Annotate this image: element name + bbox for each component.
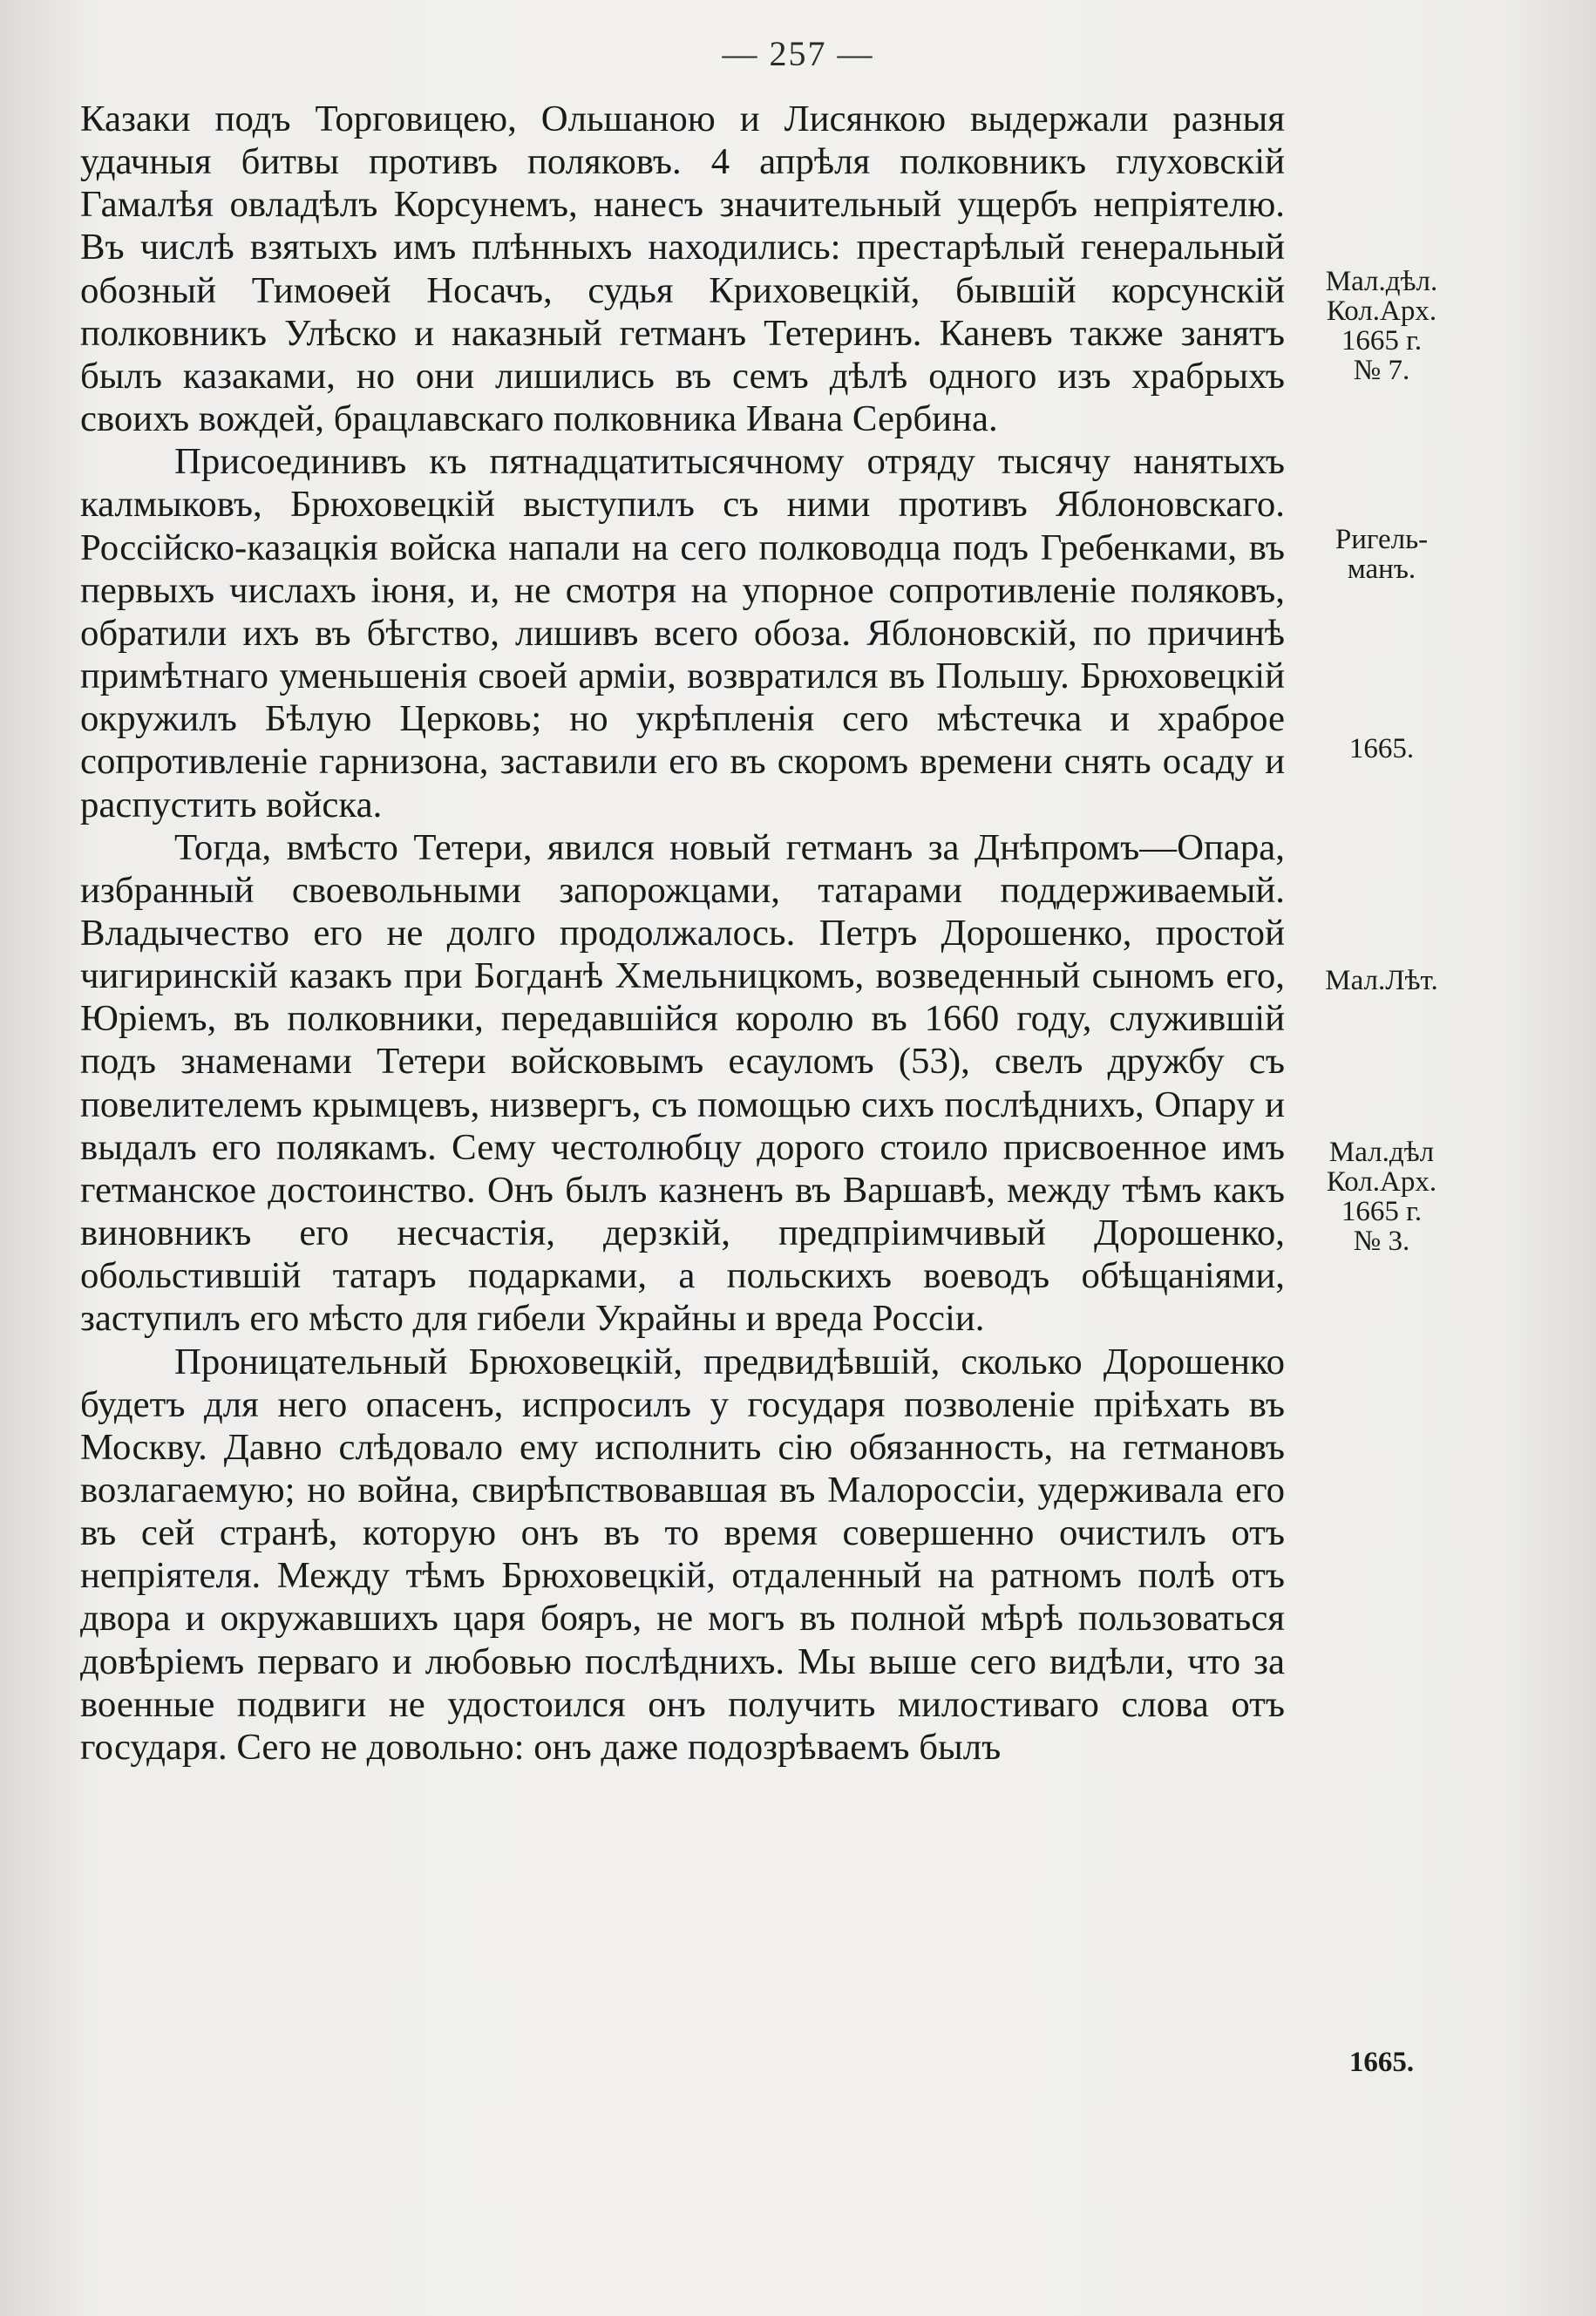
margin-note-rigelman	[1290, 525, 1473, 584]
margin-note-line: № 7.	[1353, 355, 1410, 386]
page-body	[80, 98, 1285, 1769]
margin-note-chronicle	[1290, 966, 1473, 995]
margin-note-line: манъ.	[1347, 554, 1416, 585]
margin-note-line: Мал.Лѣт.	[1325, 965, 1438, 996]
paragraph-4: Проницательный Брюховецкій, предвидѣвшій, сколько Дорошенко будетъ для него опасенъ, испросилъ у государя позволеніе пріѣхать въ Москву. Давно слѣдовало ему исполнить сію обязанность, на гетмановъ возлагаемую; но война, свирѣпствовавшая въ Малороссіи, удерживала его въ сей странѣ, которую онъ въ то время совершенно очистилъ отъ непріятеля. Между тѣмъ Брюховецкій, отдаленный на ратномъ полѣ отъ двора и окружавшихъ царя бояръ, не могъ въ полной мѣрѣ пользоваться довѣріемъ перваго и любовью послѣднихъ. Мы выше сего видѣли, что за военные подвиги не удостоился онъ получить милостиваго слова отъ государя. Сего не довольно: онъ даже подозрѣваемъ былъ	[80, 1341, 1285, 1768]
margin-note-line: № 3.	[1353, 1226, 1410, 1257]
margin-note-line: Мал.дѣл	[1328, 1137, 1435, 1168]
paragraph-3: Тогда, вмѣсто Тетери, явился новый гетманъ за Днѣпромъ—Опара, избранный своевольными запорожцами, татарами поддерживаемый. Владычество его не долго продолжалось. Петръ Дорошенко, простой чигиринскій казакъ при Богданѣ Хмельницкомъ, возведенный сыномъ его, Юріемъ, въ полковники, передавшійся королю въ 1660 году, служившій подъ знаменами Тетери войсковымъ есауломъ (53), свелъ дружбу съ повелителемъ крымцевъ, низвергъ, съ помощью сихъ послѣднихъ, Опару и выдалъ его полякамъ. Сему честолюбцу дорого стоило присвоенное имъ гетманское достоинство. Онъ былъ казненъ въ Варшавѣ, между тѣмъ какъ виновникъ его несчастія, дерзкій, предпріимчивый Дорошенко, обольстившій татаръ подарками, а польскихъ воеводъ обѣщаніями, заступилъ его мѣсто для гибели Украйны и вреда Россіи.	[80, 826, 1285, 1340]
margin-note-line: 1665 г.	[1341, 1196, 1423, 1227]
margin-note-line: Кол.Арх.	[1326, 295, 1437, 327]
margin-note-year-1	[1290, 734, 1473, 764]
margin-note-line: Ригель-	[1335, 524, 1429, 555]
paragraph-1: Казаки подъ Торговицею, Ольшаною и Лисянкою выдержали разныя удачныя битвы противъ поляковъ. 4 апрѣля полковникъ глуховскій Гамалѣя овладѣлъ Корсунемъ, нанесъ значительный ущербъ непріятелю. Въ числѣ взятыхъ имъ плѣнныхъ находились: престарѣлый генеральный обозный Тимоѳей Носачъ, судья Криховецкій, бывшій корсунскій полковникъ Улѣско и наказный гетманъ Тетеринъ. Каневъ также занятъ былъ казаками, но они лишились въ семъ дѣлѣ одного изъ храбрыхъ своихъ вождей, брацлавскаго полковника Ивана Сербина.	[80, 98, 1285, 440]
margin-note-line: 1665.	[1348, 2047, 1415, 2078]
margin-note-line: 1665.	[1348, 733, 1415, 764]
page-number: — 257 —	[722, 34, 874, 73]
margin-note-archive-1	[1290, 267, 1473, 385]
margin-note-line: Кол.Арх.	[1326, 1166, 1437, 1198]
margin-note-archive-2	[1290, 1138, 1473, 1256]
paragraph-2: Присоединивъ къ пятнадцатитысячному отряду тысячу нанятыхъ калмыковъ, Брюховецкій выступилъ съ ними противъ Яблоновскаго. Россійско-казацкія войска напали на сего полководца подъ Гребенками, въ первыхъ числахъ іюня, и, не смотря на упорное сопротивленіе поляковъ, обратили ихъ въ бѣгство, лишивъ всего обоза. Яблоновскій, по причинѣ примѣтнаго уменьшенія своей арміи, возвратился въ Польшу. Брюховецкій окружилъ Бѣлую Церковь; но укрѣпленія сего мѣстечка и храброе сопротивленіе гарнизона, заставили его въ скоромъ времени снять осаду и распустить войска.	[80, 441, 1285, 825]
margin-note-line: Мал.дѣл.	[1325, 266, 1438, 297]
margin-note-year-2	[1290, 2048, 1473, 2077]
margin-note-line: 1665 г.	[1341, 325, 1423, 357]
